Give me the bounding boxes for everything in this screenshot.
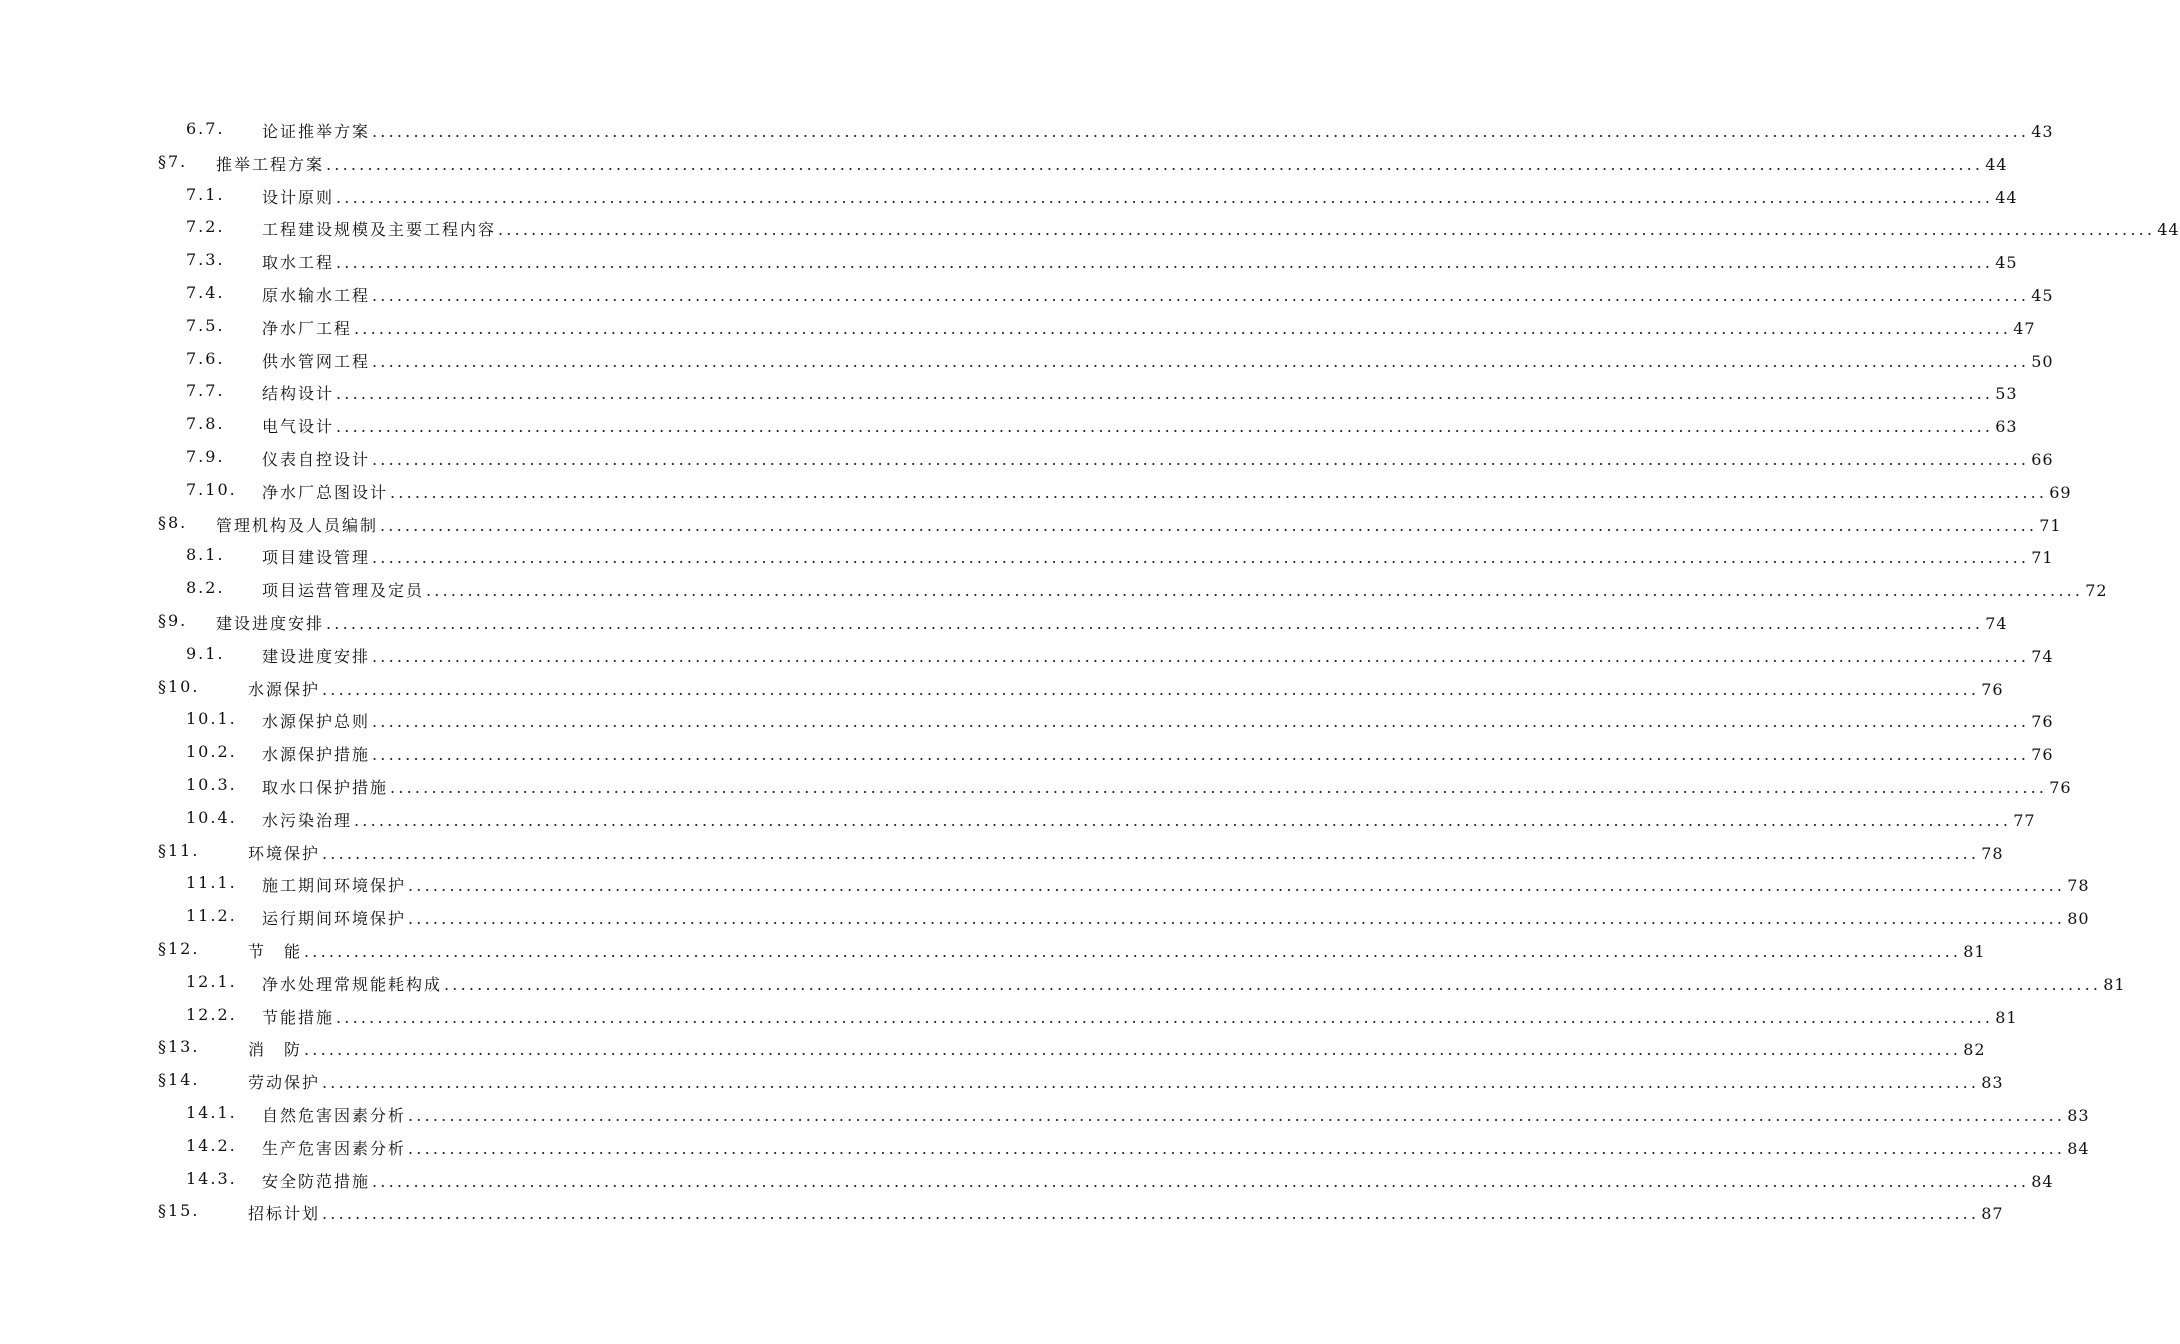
toc-page-number: 78 (2067, 876, 2090, 896)
toc-number: 10.3. (186, 774, 237, 794)
toc-entry[interactable] (0, 933, 1986, 966)
table-of-contents (0, 113, 2180, 1228)
toc-title: 工程建设规模及主要工程内容 (262, 220, 497, 240)
toc-number: 14.2. (186, 1135, 237, 1155)
toc-page-number: 71 (2039, 515, 2062, 535)
toc-entry[interactable] (0, 179, 2018, 212)
toc-entry[interactable] (0, 375, 2018, 408)
toc-leader-dots: ........................................................................................................................................................................................................ (372, 285, 2030, 305)
toc-number: 14.1. (186, 1102, 237, 1122)
toc-number: 11.1. (186, 873, 237, 893)
toc-entry[interactable] (0, 507, 2062, 540)
toc-number: 8.2. (186, 578, 225, 598)
toc-page-number: 69 (2049, 482, 2072, 502)
toc-page-number: 84 (2067, 1138, 2090, 1158)
toc-page-number: 82 (1963, 1040, 1986, 1060)
toc-entry[interactable] (0, 671, 2004, 704)
toc-leader-dots: ........................................................................................................................................................................................................ (322, 843, 1980, 863)
toc-leader-dots: ........................................................................................................................................................................................................ (390, 482, 2048, 502)
toc-entry[interactable] (0, 343, 2054, 376)
toc-entry[interactable] (0, 572, 2108, 605)
toc-leader-dots: ........................................................................................................................................................................................................ (304, 1040, 1962, 1060)
toc-title: 净水处理常规能耗构成 (262, 974, 443, 994)
toc-number: 7.7. (186, 381, 225, 401)
toc-number: 7.3. (186, 250, 225, 270)
toc-leader-dots: ........................................................................................................................................................................................................ (372, 449, 2030, 469)
toc-page-number: 44 (1995, 187, 2018, 207)
toc-entry[interactable] (0, 1031, 1986, 1064)
toc-page-number: 47 (2013, 318, 2036, 338)
toc-leader-dots: ........................................................................................................................................................................................................ (372, 548, 2030, 568)
toc-title: 水源保护总则 (262, 712, 371, 732)
toc-entry[interactable] (0, 211, 2180, 244)
toc-entry[interactable] (0, 310, 2036, 343)
toc-number: 9.1. (186, 643, 225, 663)
toc-title: 取水工程 (262, 253, 335, 273)
toc-leader-dots: ........................................................................................................................................................................................................ (326, 613, 1984, 633)
toc-entry[interactable] (0, 867, 2090, 900)
toc-leader-dots: ........................................................................................................................................................................................................ (426, 581, 2084, 601)
toc-title: 运行期间环境保护 (262, 909, 407, 929)
toc-entry[interactable] (0, 113, 2054, 146)
toc-leader-dots: ........................................................................................................................................................................................................ (380, 515, 2038, 535)
toc-title: 水源保护措施 (262, 745, 371, 765)
toc-page-number: 50 (2031, 351, 2054, 371)
toc-leader-dots: ........................................................................................................................................................................................................ (354, 810, 2012, 830)
toc-page-number: 72 (2085, 581, 2108, 601)
toc-title: 安全防范措施 (262, 1171, 371, 1191)
toc-number: 7.9. (186, 446, 225, 466)
toc-entry[interactable] (0, 703, 2054, 736)
toc-number: 8.1. (186, 545, 225, 565)
toc-title: 自然危害因素分析 (262, 1105, 407, 1125)
toc-leader-dots: ........................................................................................................................................................................................................ (336, 417, 1994, 437)
toc-title: 管理机构及人员编制 (216, 515, 379, 535)
toc-number: §8. (158, 512, 188, 532)
toc-number: 7.5. (186, 315, 225, 335)
toc-entry[interactable] (0, 1195, 2004, 1228)
toc-title: 原水输水工程 (262, 285, 371, 305)
toc-title: 电气设计 (262, 417, 335, 437)
toc-page-number: 53 (1995, 384, 2018, 404)
toc-page-number: 76 (2049, 777, 2072, 797)
toc-number: 10.2. (186, 742, 237, 762)
toc-number: §14. (158, 1070, 200, 1090)
toc-entry[interactable] (0, 900, 2090, 933)
toc-title: 项目运营管理及定员 (262, 581, 425, 601)
toc-page-number: 44 (2157, 220, 2180, 240)
toc-leader-dots: ........................................................................................................................................................................................................ (336, 384, 1994, 404)
toc-title: 施工期间环境保护 (262, 876, 407, 896)
toc-number: 7.1. (186, 184, 225, 204)
toc-number: §7. (158, 151, 188, 171)
toc-title: 水污染治理 (262, 810, 353, 830)
toc-number: 7.10. (186, 479, 237, 499)
toc-leader-dots: ........................................................................................................................................................................................................ (336, 1007, 1994, 1027)
toc-title: 论证推举方案 (262, 122, 371, 141)
toc-entry[interactable] (0, 408, 2018, 441)
toc-number: 14.3. (186, 1168, 237, 1188)
toc-entry[interactable] (0, 966, 2126, 999)
toc-leader-dots: ........................................................................................................................................................................................................ (322, 679, 1980, 699)
toc-page-number: 81 (1995, 1007, 2018, 1027)
toc-title: 环境保护 (248, 843, 321, 863)
toc-number: §11. (158, 840, 200, 860)
toc-number: 7.6. (186, 348, 225, 368)
toc-leader-dots: ........................................................................................................................................................................................................ (326, 154, 1984, 174)
toc-title: 结构设计 (262, 384, 335, 404)
toc-page-number: 74 (2031, 646, 2054, 666)
toc-entry[interactable] (0, 769, 2072, 802)
toc-leader-dots: ........................................................................................................................................................................................................ (408, 876, 2066, 896)
toc-title: 消 防 (248, 1040, 303, 1060)
toc-page-number: 77 (2013, 810, 2036, 830)
toc-leader-dots: ........................................................................................................................................................................................................ (336, 253, 1994, 273)
toc-title: 供水管网工程 (262, 351, 371, 371)
toc-entry[interactable] (0, 1130, 2090, 1163)
toc-number: 6.7. (186, 119, 225, 138)
toc-page-number: 45 (1995, 253, 2018, 273)
toc-leader-dots: ........................................................................................................................................................................................................ (372, 351, 2030, 371)
toc-title: 仪表自控设计 (262, 449, 371, 469)
toc-page-number: 76 (2031, 712, 2054, 732)
toc-entry[interactable] (0, 277, 2054, 310)
toc-entry[interactable] (0, 244, 2018, 277)
toc-page-number: 43 (2031, 122, 2054, 141)
toc-page-number: 81 (1963, 941, 1986, 961)
toc-title: 节能措施 (262, 1007, 335, 1027)
toc-leader-dots: ........................................................................................................................................................................................................ (372, 712, 2030, 732)
toc-title: 招标计划 (248, 1204, 321, 1224)
toc-leader-dots: ........................................................................................................................................................................................................ (408, 909, 2066, 929)
toc-number: 10.4. (186, 807, 237, 827)
toc-entry[interactable] (0, 474, 2072, 507)
toc-title: 劳动保护 (248, 1073, 321, 1093)
toc-page-number: 45 (2031, 285, 2054, 305)
toc-entry[interactable] (0, 539, 2054, 572)
toc-title: 生产危害因素分析 (262, 1138, 407, 1158)
toc-page-number: 74 (1985, 613, 2008, 633)
toc-entry[interactable] (0, 1097, 2090, 1130)
toc-page-number: 78 (1981, 843, 2004, 863)
toc-leader-dots: ........................................................................................................................................................................................................ (408, 1138, 2066, 1158)
toc-leader-dots: ........................................................................................................................................................................................................ (372, 646, 2030, 666)
toc-page-number: 87 (1981, 1204, 2004, 1224)
toc-page-number: 71 (2031, 548, 2054, 568)
toc-number: §12. (158, 938, 200, 958)
toc-entry[interactable] (0, 736, 2054, 769)
toc-number: 11.2. (186, 906, 237, 926)
toc-entry[interactable] (0, 146, 2008, 179)
toc-page-number: 66 (2031, 449, 2054, 469)
toc-leader-dots: ........................................................................................................................................................................................................ (336, 187, 1994, 207)
toc-title: 项目建设管理 (262, 548, 371, 568)
toc-page-number: 81 (2103, 974, 2126, 994)
toc-leader-dots: ........................................................................................................................................................................................................ (372, 745, 2030, 765)
toc-number: §9. (158, 610, 188, 630)
toc-title: 净水厂工程 (262, 318, 353, 338)
toc-page-number: 76 (2031, 745, 2054, 765)
toc-entry[interactable] (0, 835, 2004, 868)
toc-entry[interactable] (0, 1064, 2004, 1097)
toc-entry[interactable] (0, 638, 2054, 671)
toc-entry[interactable] (0, 605, 2008, 638)
toc-leader-dots: ........................................................................................................................................................................................................ (372, 122, 2030, 141)
toc-title: 建设进度安排 (216, 613, 325, 633)
toc-number: 12.1. (186, 971, 237, 991)
toc-entry[interactable] (0, 999, 2018, 1032)
toc-page-number: 84 (2031, 1171, 2054, 1191)
toc-number: §10. (158, 676, 200, 696)
toc-title: 推举工程方案 (216, 154, 325, 174)
toc-number: §13. (158, 1037, 200, 1057)
toc-leader-dots: ........................................................................................................................................................................................................ (444, 974, 2102, 994)
toc-page-number: 83 (2067, 1105, 2090, 1125)
toc-leader-dots: ........................................................................................................................................................................................................ (322, 1204, 1980, 1224)
toc-title: 取水口保护措施 (262, 777, 389, 797)
toc-number: §15. (158, 1201, 200, 1221)
toc-leader-dots: ........................................................................................................................................................................................................ (408, 1105, 2066, 1125)
toc-title: 设计原则 (262, 187, 335, 207)
toc-leader-dots: ........................................................................................................................................................................................................ (372, 1171, 2030, 1191)
toc-title: 节 能 (248, 941, 303, 961)
toc-number: 7.8. (186, 414, 225, 434)
toc-number: 12.2. (186, 1004, 237, 1024)
toc-leader-dots: ........................................................................................................................................................................................................ (390, 777, 2048, 797)
toc-entry[interactable] (0, 802, 2036, 835)
toc-title: 净水厂总图设计 (262, 482, 389, 502)
toc-leader-dots: ........................................................................................................................................................................................................ (322, 1073, 1980, 1093)
toc-page-number: 63 (1995, 417, 2018, 437)
toc-page-number: 76 (1981, 679, 2004, 699)
toc-page-number: 80 (2067, 909, 2090, 929)
toc-leader-dots: ........................................................................................................................................................................................................ (304, 941, 1962, 961)
toc-entry[interactable] (0, 441, 2054, 474)
toc-number: 10.1. (186, 709, 237, 729)
toc-title: 水源保护 (248, 679, 321, 699)
toc-leader-dots: ........................................................................................................................................................................................................ (498, 220, 2156, 240)
toc-number: 7.4. (186, 282, 225, 302)
toc-entry[interactable] (0, 1163, 2054, 1196)
toc-title: 建设进度安排 (262, 646, 371, 666)
toc-page-number: 44 (1985, 154, 2008, 174)
toc-number: 7.2. (186, 217, 225, 237)
toc-leader-dots: ........................................................................................................................................................................................................ (354, 318, 2012, 338)
toc-page-number: 83 (1981, 1073, 2004, 1093)
